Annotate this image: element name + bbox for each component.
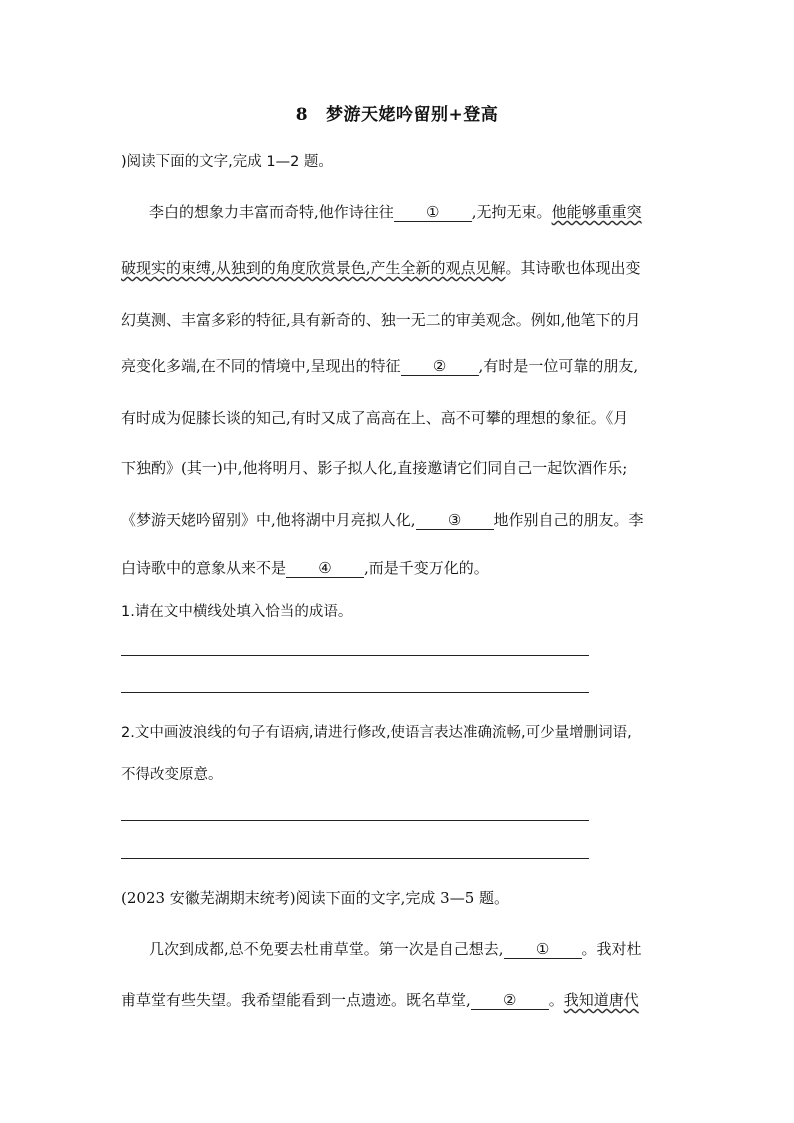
blank-1[interactable]: ① (504, 941, 582, 959)
passage1-line4 (121, 356, 638, 376)
passage1-line2 (121, 258, 641, 278)
question-1: 1.请在文中横线处填入恰当的成语。 (121, 604, 353, 620)
text-segment: 。我对杜 (581, 940, 642, 958)
text-segment: 李白的想象力丰富而奇特,他作诗往往 (149, 203, 394, 221)
text-segment: ,而是千变万化的。 (364, 559, 489, 577)
passage1-line3: 幻莫测、丰富多彩的特征,具有新奇的、独一无二的审美观念。例如,他笔下的月 (121, 311, 641, 329)
text-segment: 几次到成都,总不免要去杜甫草堂。第一次是自己想去, (149, 940, 504, 958)
text-segment: 《梦游天姥吟留别》中,他将湖中月亮拟人化, (121, 511, 416, 529)
text-segment: 地作别自己的朋友。李 (493, 511, 644, 529)
text-segment: 亮变化多端,在不同的情境中,呈现出的特征 (121, 357, 401, 375)
blank-2[interactable]: ② (471, 992, 549, 1010)
text-segment: ,有时是一位可靠的朋友, (478, 357, 639, 375)
wavy-sentence: 我知道唐代 (563, 991, 639, 1009)
lesson-title: 梦游天姥吟留别+登高 (326, 105, 499, 125)
text-segment: 甫草堂有些失望。我希望能看到一点遗迹。既名草堂, (121, 991, 471, 1009)
answer-line[interactable] (121, 820, 589, 821)
text-segment: 白诗歌中的意象从来不是 (121, 559, 287, 577)
passage1-line1 (149, 202, 642, 222)
text-segment: ,无拘无束。 (471, 203, 552, 221)
answer-line[interactable] (121, 692, 589, 693)
passage2-line2 (121, 990, 639, 1010)
section1-instruction: )阅读下面的文字,完成 1—2 题。 (121, 154, 333, 170)
question-2-line2: 不得改变原意。 (121, 767, 223, 783)
lesson-number: 8 (295, 105, 309, 125)
text-segment: 。 (548, 991, 564, 1009)
passage1-line5: 有时成为促膝长谈的知己,有时又成了高高在上、高不可攀的理想的象征。《月 (121, 409, 629, 427)
answer-line[interactable] (121, 858, 589, 859)
blank-3[interactable]: ③ (416, 512, 494, 530)
passage1-line7 (121, 510, 644, 530)
passage1-line6: 下独酌》(其一)中,他将明月、影子拟人化,直接邀请它们同自己一起饮酒作乐; (121, 459, 628, 477)
question-2-line1: 2.文中画波浪线的句子有语病,请进行修改,使语言表达准确流畅,可少量增删词语, (121, 725, 632, 741)
blank-4[interactable]: ④ (286, 560, 364, 578)
passage2-line1 (149, 939, 642, 959)
section2-instruction: (2023 安徽芜湖期末统考)阅读下面的文字,完成 3—5 题。 (121, 889, 510, 907)
page-title (0, 100, 794, 125)
wavy-sentence: 破现实的束缚,从独到的角度欣赏景色,产生全新的观点见解 (121, 259, 506, 277)
text-segment: 。其诗歌也体现出变 (505, 259, 641, 277)
wavy-sentence: 他能够重重突 (551, 203, 642, 221)
blank-2[interactable]: ② (401, 358, 479, 376)
answer-line[interactable] (121, 655, 589, 656)
blank-1[interactable]: ① (394, 204, 472, 222)
passage1-line8 (121, 558, 489, 578)
